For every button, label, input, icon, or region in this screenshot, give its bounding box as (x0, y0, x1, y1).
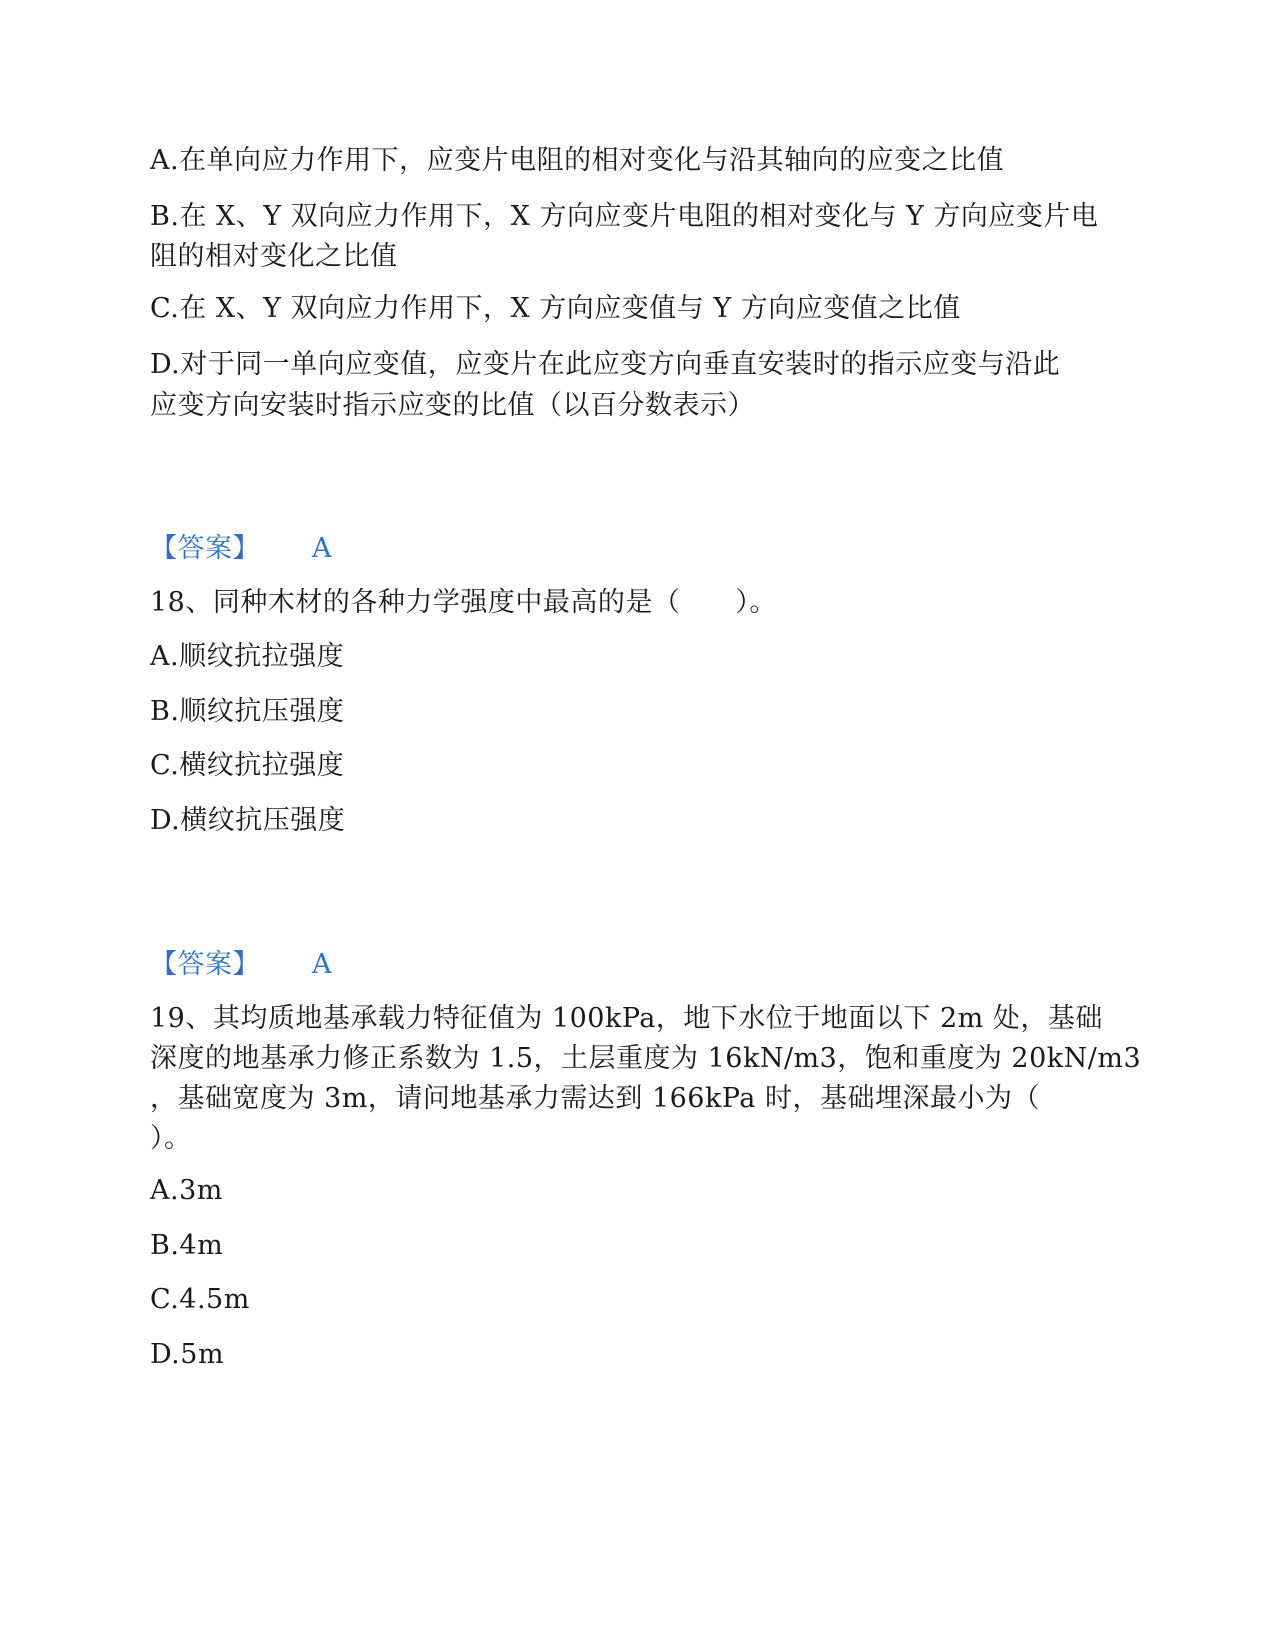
answer-value: A (312, 949, 332, 980)
q17-option-a: A.在单向应力作用下，应变片电阻的相对变化与沿其轴向的应变之比值 (150, 145, 1005, 176)
q18-answer (150, 941, 1130, 988)
q17-option-b: B.在 X、Y 双向应力作用下，X 方向应变片电阻的相对变化与 Y 方向应变片电 (150, 201, 1099, 232)
q19-stem-line-3: ，基础宽度为 3m，请问地基承力需达到 166kPa 时，基础埋深最小为（ (150, 1083, 1040, 1114)
q17-answer (150, 525, 1130, 572)
q19-option-c: C.4.5m (150, 1284, 250, 1315)
q19-option-b: B.4m (150, 1230, 224, 1261)
q19-option-a: A.3m (150, 1175, 223, 1206)
q19-stem-line-4: ）。 (150, 1123, 192, 1154)
answer-label: 【答案】 (150, 949, 260, 980)
q18-option-a: A.顺纹抗拉强度 (150, 641, 345, 672)
q17-option-c: C.在 X、Y 双向应力作用下，X 方向应变值与 Y 方向应变值之比值 (150, 293, 961, 324)
q19-option-d: D.5m (150, 1339, 225, 1370)
q18-option-d: D.横纹抗压强度 (150, 805, 346, 836)
q18-option-b: B.顺纹抗压强度 (150, 696, 345, 727)
q18-option-c: C.横纹抗拉强度 (150, 750, 345, 781)
q19-stem-line-2: 深度的地基承力修正系数为 1.5，土层重度为 16kN/m3，饱和重度为 20kN/m3 (150, 1043, 1142, 1074)
answer-label: 【答案】 (150, 533, 260, 564)
q17-option-d: D.对于同一单向应变值，应变片在此应变方向垂直安装时的指示应变与沿此 (150, 349, 1061, 380)
q17-option-d-continued: 应变方向安装时指示应变的比值（以百分数表示） (150, 390, 755, 421)
q18-stem: 18、同种木材的各种力学强度中最高的是（ ）。 (150, 587, 777, 618)
q19-stem-line-1: 19、其均质地基承载力特征值为 100kPa，地下水位于地面以下 2m 处，基础 (150, 1003, 1103, 1034)
q17-option-b-continued: 阻的相对变化之比值 (150, 241, 398, 272)
answer-value: A (312, 533, 332, 564)
